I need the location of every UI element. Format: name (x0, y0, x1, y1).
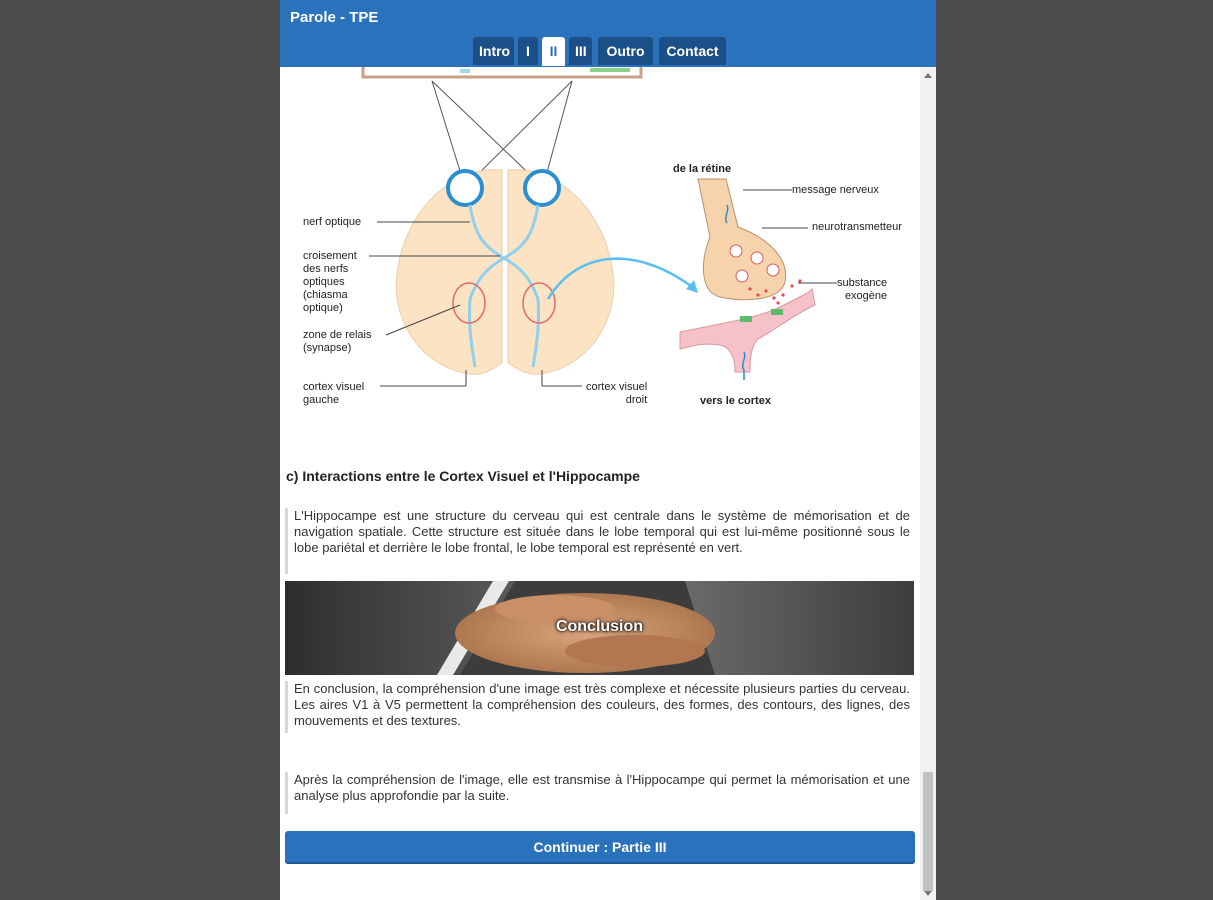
scrollbar-thumb[interactable] (923, 772, 933, 892)
label-croisement: croisement des nerfs optiques (chiasma optique) (303, 250, 357, 314)
cropped-image-mark (460, 69, 470, 73)
vesicle (730, 245, 742, 257)
tab-outro[interactable]: Outro (598, 37, 653, 65)
tab-bar (473, 37, 726, 66)
tab-ii[interactable]: II (542, 37, 565, 66)
vesicle (751, 252, 763, 264)
label-nerf-optique: nerf optique (303, 216, 362, 228)
tab-iii[interactable]: III (569, 37, 592, 65)
visual-pathway-figure (280, 67, 920, 427)
cropped-image-mark (590, 68, 630, 72)
scroll-up-arrow-icon[interactable] (924, 73, 932, 78)
section-heading: c) Interactions entre le Cortex Visuel et l'Hippocampe (286, 468, 640, 484)
zoom-arrow-head (686, 280, 698, 293)
conclusion-banner (285, 581, 914, 675)
main-content (280, 67, 920, 900)
continue-button[interactable]: Continuer : Partie III (285, 831, 915, 864)
app-window (280, 0, 936, 900)
tab-intro[interactable]: Intro (473, 37, 514, 65)
label-retine: de la rétine (673, 163, 732, 175)
vesicle (767, 264, 779, 276)
receptor (740, 316, 752, 322)
label-neurotransmetteur: neurotransmetteur (812, 221, 902, 233)
label-cortex-droit: cortex visuel droit (586, 381, 648, 406)
figure-illustration (280, 67, 920, 427)
label-vers-cortex: vers le cortex (700, 395, 771, 407)
label-zone-relais: zone de relais (synapse) (303, 329, 372, 354)
left-eye (448, 171, 482, 205)
scroll-down-arrow-icon[interactable] (924, 891, 932, 896)
apres-paragraph: Après la compréhension de l'image, elle est transmise à l'Hippocampe qui permet la mémorisation et une analyse plus approfondie par la suite. (285, 772, 910, 814)
right-eye (525, 171, 559, 205)
label-cortex-gauche: cortex visuel gauche (303, 381, 365, 406)
app-title: Parole - TPE (290, 9, 379, 26)
vesicle (736, 270, 748, 282)
header-bar (280, 0, 936, 67)
label-message-nerveux: message nerveux (792, 184, 879, 196)
vertical-scrollbar[interactable] (920, 67, 936, 900)
label-substance-exogene: substance exogène (837, 277, 888, 302)
receptor (771, 309, 783, 315)
postsynaptic-neuron (680, 289, 815, 372)
conclusion-paragraph: En conclusion, la compréhension d'une image est très complexe et nécessite plusieurs parties du cerveau. Les aires V1 à V5 permettent la compréhension des couleurs, des formes, des contours, des lignes, des mouvements et des textures. (285, 681, 910, 733)
tab-contact[interactable]: Contact (659, 37, 726, 65)
banner-label: Conclusion (555, 618, 644, 635)
hippocampe-paragraph: L'Hippocampe est une structure du cerveau qui est centrale dans le système de mémorisation et de navigation spatiale. Cette structure est située dans le lobe temporal qui est lui-même positionné sous le lobe pariétal et derrière le lobe frontal, le lobe temporal est représenté en vert. (285, 508, 910, 574)
tab-i[interactable]: I (518, 37, 538, 65)
